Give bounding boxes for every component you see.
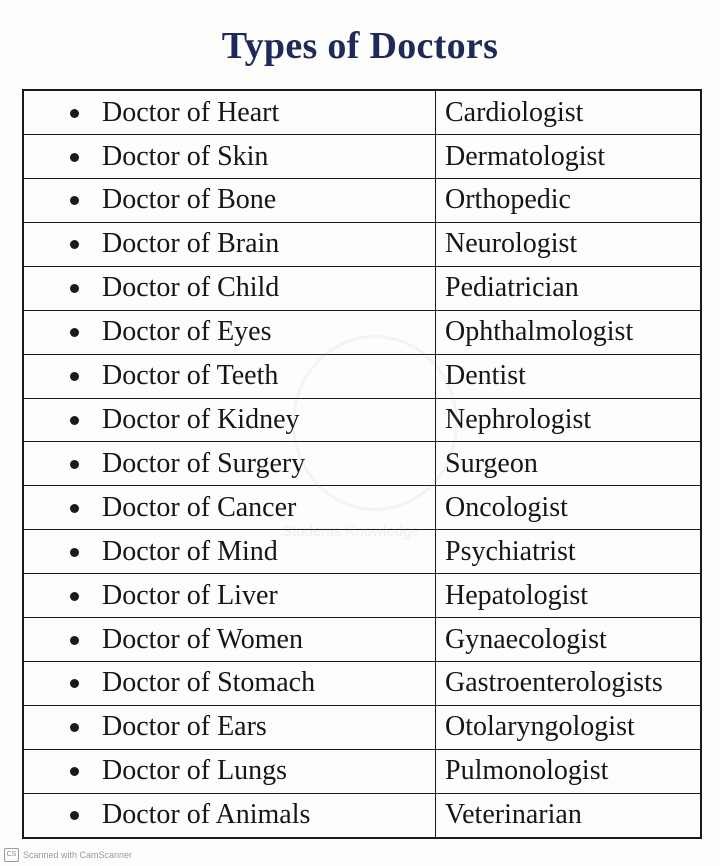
table-row — [23, 705, 701, 749]
doctor-description: Doctor of Heart — [102, 96, 280, 128]
table-row — [23, 398, 701, 442]
watermark-text: Students Knowledge — [282, 523, 420, 540]
doctor-description-cell — [23, 486, 436, 530]
specialist-name: Veterinarian — [436, 793, 702, 838]
specialist-name: Gastroenterologists — [436, 661, 702, 705]
specialist-name: Ophthalmologist — [436, 310, 702, 354]
doctor-description-cell — [23, 90, 436, 135]
doctor-description-cell — [23, 135, 436, 179]
doctor-description: Doctor of Child — [102, 272, 280, 304]
footer-text: Scanned with CamScanner — [23, 850, 133, 860]
specialist-name: Surgeon — [436, 442, 702, 486]
specialist-name: Cardiologist — [436, 90, 702, 135]
bullet-icon — [70, 460, 79, 469]
doctor-description: Doctor of Skin — [102, 140, 269, 172]
table-row — [23, 222, 701, 266]
doctor-description: Doctor of Women — [102, 623, 303, 655]
doctors-table-body — [23, 90, 701, 838]
doctor-description-cell — [23, 618, 436, 662]
table-row — [23, 486, 701, 530]
doctor-description-cell — [23, 530, 436, 574]
specialist-name: Oncologist — [436, 486, 702, 530]
table-row — [23, 574, 701, 618]
doctor-description: Doctor of Liver — [102, 579, 278, 611]
specialist-name: Dermatologist — [436, 135, 702, 179]
page-title: Types of Doctors — [221, 25, 499, 67]
table-row — [23, 793, 701, 838]
doctor-description-cell — [23, 793, 436, 838]
scanner-footer — [4, 848, 132, 862]
doctor-description: Doctor of Surgery — [102, 447, 306, 479]
doctor-description-cell — [23, 442, 436, 486]
doctors-table — [22, 89, 702, 839]
bullet-icon — [70, 548, 79, 557]
specialist-name: Nephrologist — [436, 398, 702, 442]
doctor-description-cell — [23, 661, 436, 705]
specialist-name: Dentist — [436, 354, 702, 398]
table-row — [23, 749, 701, 793]
table-row — [23, 90, 701, 135]
specialist-name: Orthopedic — [436, 178, 702, 222]
doctor-description: Doctor of Teeth — [102, 360, 279, 392]
table-row — [23, 135, 701, 179]
specialist-name: Neurologist — [436, 222, 702, 266]
doctor-description: Doctor of Lungs — [102, 755, 288, 787]
doctor-description-cell — [23, 705, 436, 749]
specialist-name: Pediatrician — [436, 266, 702, 310]
doctor-description: Doctor of Bone — [102, 184, 277, 216]
doctor-description: Doctor of Mind — [102, 535, 278, 567]
table-row — [23, 661, 701, 705]
table-row — [23, 354, 701, 398]
specialist-name: Hepatologist — [436, 574, 702, 618]
camscanner-logo-icon: CS — [4, 848, 19, 862]
bullet-icon — [70, 636, 79, 645]
doctor-description-cell — [23, 222, 436, 266]
bullet-icon — [70, 153, 79, 162]
table-row — [23, 310, 701, 354]
doctor-description: Doctor of Stomach — [102, 667, 316, 699]
doctor-description: Doctor of Kidney — [102, 403, 300, 435]
doctor-description-cell — [23, 574, 436, 618]
bullet-icon — [70, 416, 79, 425]
doctor-description-cell — [23, 310, 436, 354]
table-row — [23, 618, 701, 662]
specialist-name: Psychiatrist — [436, 530, 702, 574]
bullet-icon — [70, 372, 79, 381]
specialist-name: Gynaecologist — [436, 618, 702, 662]
doctor-description: Doctor of Ears — [102, 711, 267, 743]
table-row — [23, 266, 701, 310]
table-row — [23, 530, 701, 574]
doctor-description-cell — [23, 398, 436, 442]
doctor-description-cell — [23, 354, 436, 398]
table-row — [23, 178, 701, 222]
bullet-icon — [70, 109, 79, 118]
specialist-name: Otolaryngologist — [436, 705, 702, 749]
specialist-name: Pulmonologist — [436, 749, 702, 793]
bullet-icon — [70, 592, 79, 601]
table-row — [23, 442, 701, 486]
bullet-icon — [70, 504, 79, 513]
doctor-description: Doctor of Animals — [102, 799, 311, 831]
doctor-description: Doctor of Brain — [102, 228, 280, 260]
doctor-description-cell — [23, 749, 436, 793]
doctor-description: Doctor of Eyes — [102, 316, 272, 348]
doctor-description-cell — [23, 178, 436, 222]
doctor-description: Doctor of Cancer — [102, 491, 297, 523]
doctor-description-cell — [23, 266, 436, 310]
